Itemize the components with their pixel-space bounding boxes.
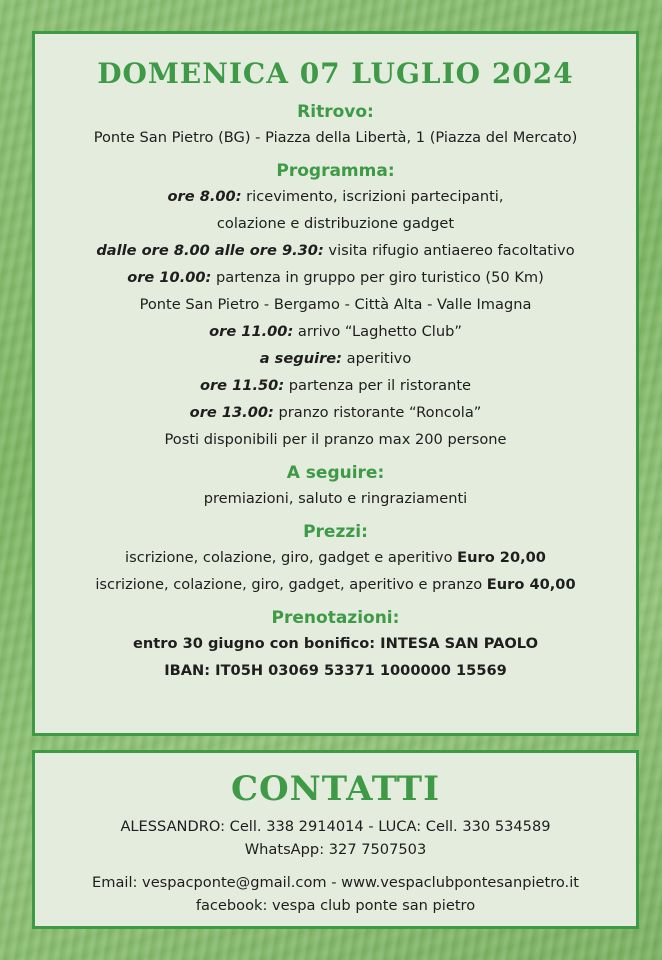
prezzi-heading: Prezzi:: [303, 522, 368, 542]
program-item: [35, 264, 636, 291]
program-text: partenza per il ristorante: [284, 377, 472, 394]
price-item: [35, 544, 636, 571]
programma-list: [35, 183, 636, 453]
program-text: partenza in gruppo per giro turistico (50 Km): [211, 269, 544, 286]
contacts-whatsapp: WhatsApp: 327 7507503: [244, 841, 427, 858]
program-time: dalle ore 8.00 alle ore 9.30:: [96, 242, 324, 259]
prenotazioni-heading: Prenotazioni:: [271, 608, 400, 628]
programma-heading: Programma:: [276, 161, 395, 181]
ritrovo-heading: Ritrovo:: [297, 102, 374, 122]
price-item: [35, 571, 636, 598]
price-description: iscrizione, colazione, giro, gadget e aperitivo: [125, 549, 458, 566]
price-description: iscrizione, colazione, giro, gadget, aperitivo e pranzo: [95, 576, 487, 593]
program-item: [35, 426, 636, 453]
contacts-phones: ALESSANDRO: Cell. 338 2914014 - LUCA: Cell. 330 534589: [120, 818, 551, 835]
ritrovo-address: Ponte San Pietro (BG) - Piazza della Libertà, 1 (Piazza del Mercato): [93, 129, 578, 146]
program-text: colazione e distribuzione gadget: [216, 215, 455, 232]
program-item: [35, 399, 636, 426]
price-amount: Euro 40,00: [486, 576, 576, 593]
program-text: arrivo “Laghetto Club”: [293, 323, 462, 340]
prenotazioni-iban: IBAN: IT05H 03069 53371 1000000 15569: [164, 662, 507, 679]
program-item: [35, 183, 636, 210]
program-item: [35, 237, 636, 264]
prenotazioni-bank: entro 30 giugno con bonifico: INTESA SAN PAOLO: [133, 635, 538, 652]
program-time: a seguire:: [259, 350, 343, 367]
program-time: ore 10.00:: [127, 269, 212, 286]
contacts-panel: [32, 750, 639, 929]
program-item: [35, 372, 636, 399]
event-date-title: DOMENICA 07 LUGLIO 2024: [97, 57, 574, 90]
program-text: Posti disponibili per il pranzo max 200 persone: [164, 431, 507, 448]
a-seguire-text: premiazioni, saluto e ringraziamenti: [203, 490, 468, 507]
event-info-panel: [32, 31, 639, 736]
program-time: ore 11.50:: [199, 377, 285, 394]
program-time: ore 8.00:: [167, 188, 242, 205]
program-item: [35, 210, 636, 237]
program-item: [35, 291, 636, 318]
program-text: ricevimento, iscrizioni partecipanti,: [241, 188, 504, 205]
program-text: aperitivo: [342, 350, 412, 367]
contacts-email-website: Email: vespacponte@gmail.com - www.vespaclubpontesanpietro.it: [92, 874, 579, 891]
program-text: visita rifugio antiaereo facoltativo: [323, 242, 575, 259]
program-text: Ponte San Pietro - Bergamo - Città Alta - Valle Imagna: [139, 296, 532, 313]
a-seguire-heading: A seguire:: [286, 463, 385, 483]
contacts-facebook: facebook: vespa club ponte san pietro: [195, 897, 476, 914]
program-text: pranzo ristorante “Roncola”: [273, 404, 482, 421]
program-time: ore 13.00:: [189, 404, 274, 421]
program-item: [35, 345, 636, 372]
program-item: [35, 318, 636, 345]
program-time: ore 11.00:: [209, 323, 294, 340]
contacts-title: CONTATTI: [230, 769, 440, 809]
price-amount: Euro 20,00: [457, 549, 546, 566]
